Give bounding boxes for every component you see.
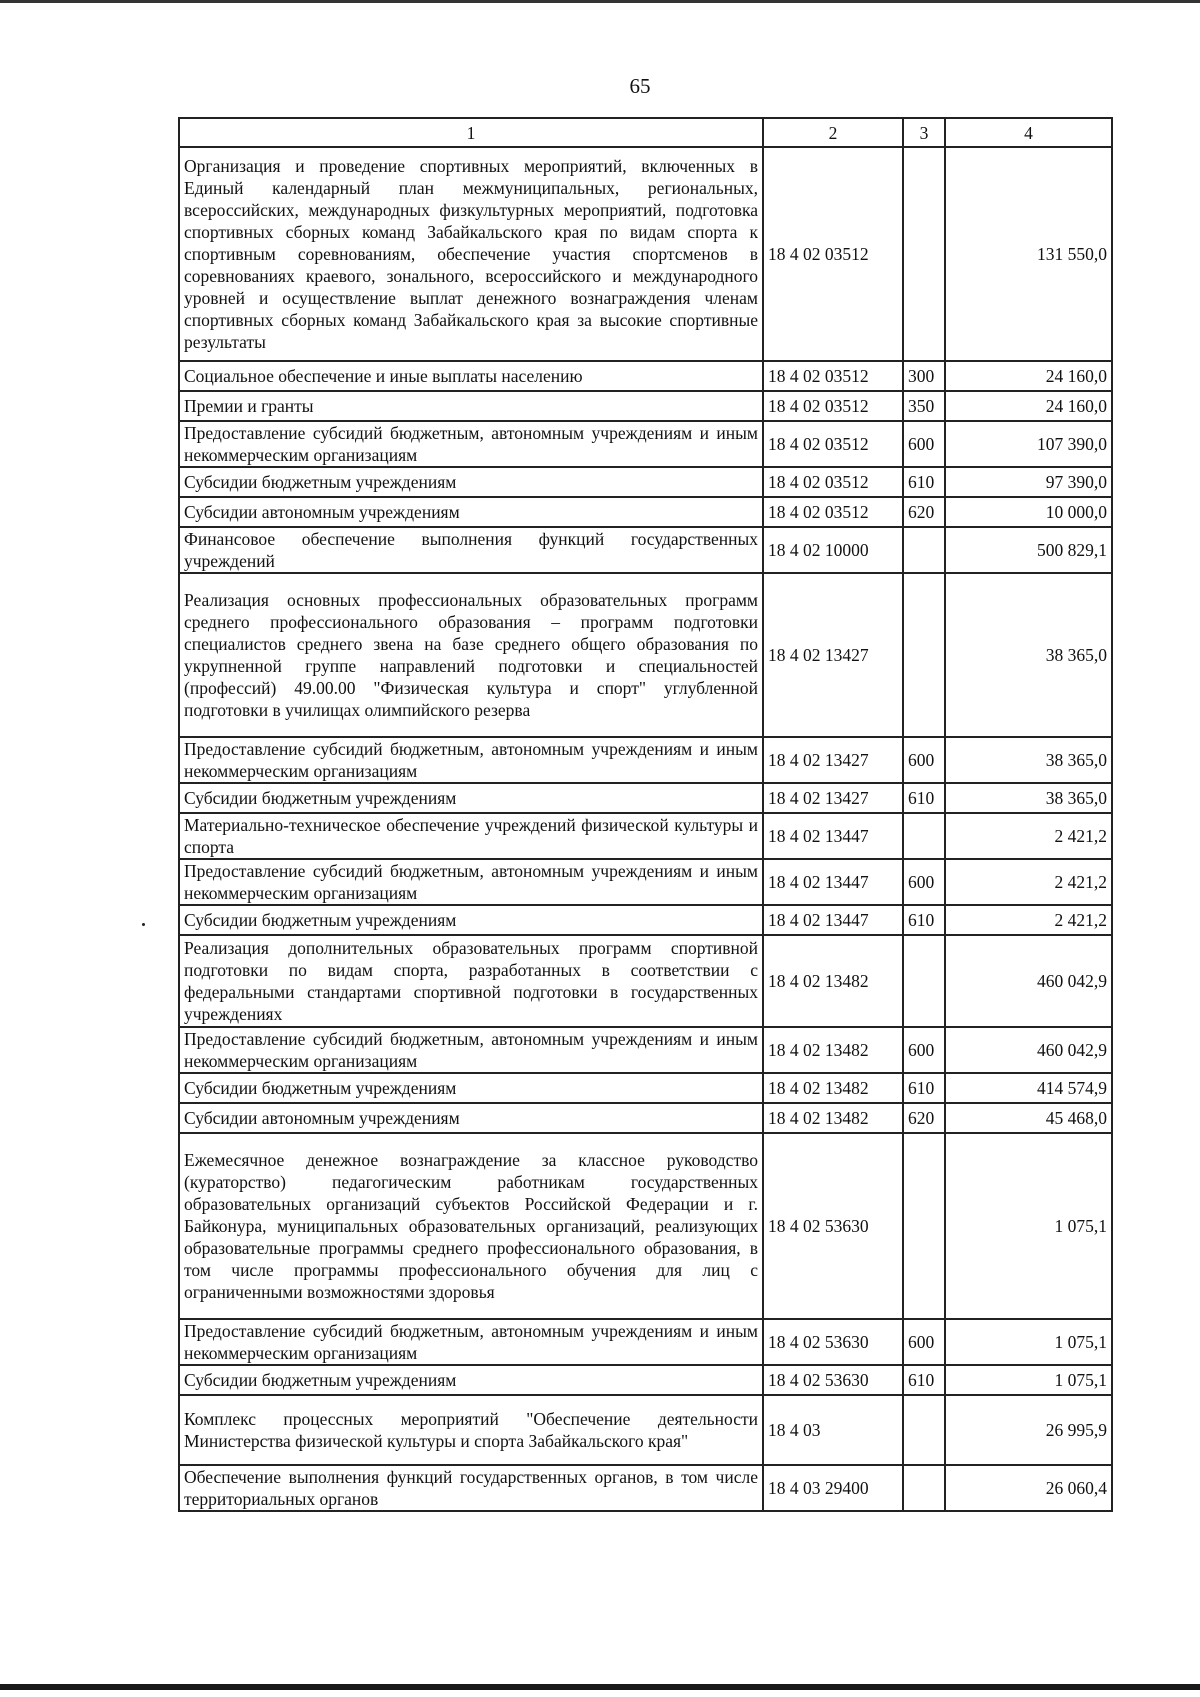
row-type: 610 (903, 905, 945, 935)
row-type: 600 (903, 737, 945, 783)
table-row (179, 813, 1112, 859)
row-name: Премии и гранты (179, 391, 763, 421)
row-sum: 24 160,0 (945, 391, 1112, 421)
row-type (903, 813, 945, 859)
row-type: 610 (903, 467, 945, 497)
budget-table (178, 117, 1113, 1512)
table-row (179, 391, 1112, 421)
row-sum: 2 421,2 (945, 813, 1112, 859)
row-type: 600 (903, 1319, 945, 1365)
row-sum: 2 421,2 (945, 859, 1112, 905)
row-code: 18 4 02 03512 (763, 497, 903, 527)
table-row (179, 737, 1112, 783)
scan-bottom-edge (0, 1684, 1200, 1690)
table-row (179, 783, 1112, 813)
table-row (179, 1103, 1112, 1133)
row-type: 610 (903, 783, 945, 813)
row-code: 18 4 02 13427 (763, 573, 903, 737)
row-type: 350 (903, 391, 945, 421)
table-row (179, 1365, 1112, 1395)
table-row (179, 1027, 1112, 1073)
row-type: 300 (903, 361, 945, 391)
table-row (179, 1319, 1112, 1365)
row-code: 18 4 02 13482 (763, 1073, 903, 1103)
table-row (179, 467, 1112, 497)
row-type (903, 935, 945, 1027)
row-sum: 107 390,0 (945, 421, 1112, 467)
row-sum: 1 075,1 (945, 1133, 1112, 1319)
table-row (179, 1133, 1112, 1319)
row-sum: 1 075,1 (945, 1365, 1112, 1395)
row-name: Обеспечение выполнения функций государственных органов, в том числе территориальных органов (179, 1465, 763, 1511)
table-row (179, 859, 1112, 905)
row-name: Предоставление субсидий бюджетным, автономным учреждениям и иным некоммерческим организациям (179, 1027, 763, 1073)
row-type: 600 (903, 1027, 945, 1073)
row-type: 610 (903, 1365, 945, 1395)
row-name: Предоставление субсидий бюджетным, автономным учреждениям и иным некоммерческим организациям (179, 859, 763, 905)
row-name: Субсидии бюджетным учреждениям (179, 1365, 763, 1395)
table-row (179, 905, 1112, 935)
table-header-row (179, 118, 1112, 147)
row-type: 600 (903, 421, 945, 467)
row-code: 18 4 02 13482 (763, 1103, 903, 1133)
row-name: Социальное обеспечение и иные выплаты населению (179, 361, 763, 391)
table-row (179, 1465, 1112, 1511)
table-row (179, 1073, 1112, 1103)
row-name: Субсидии бюджетным учреждениям (179, 905, 763, 935)
row-name: Организация и проведение спортивных мероприятий, включенных в Единый календарный план межмуниципальных, региональных, всероссийских, международных физкультурных мероприятий, подготовка спортивных сборных команд Забайкальского края по видам спорта к спортивным соревнованиям, обеспечение участия спортсменов в соревнованиях краевого, зонального, всероссийского и международного уровней и осуществление выплат денежного вознаграждения членам спортивных сборных команд Забайкальского края за высокие спортивные результаты (179, 147, 763, 361)
row-code: 18 4 02 03512 (763, 147, 903, 361)
scan-artifact-dot (142, 923, 145, 926)
row-code: 18 4 02 03512 (763, 467, 903, 497)
column-header-2: 2 (763, 118, 903, 147)
row-sum: 2 421,2 (945, 905, 1112, 935)
row-code: 18 4 02 03512 (763, 391, 903, 421)
row-code: 18 4 02 13447 (763, 905, 903, 935)
row-code: 18 4 02 13447 (763, 813, 903, 859)
row-type: 620 (903, 497, 945, 527)
row-sum: 45 468,0 (945, 1103, 1112, 1133)
page-number: 65 (629, 74, 651, 98)
row-sum: 97 390,0 (945, 467, 1112, 497)
table-row (179, 527, 1112, 573)
column-header-4: 4 (945, 118, 1112, 147)
row-code: 18 4 02 53630 (763, 1319, 903, 1365)
row-sum: 26 060,4 (945, 1465, 1112, 1511)
row-name: Субсидии автономным учреждениям (179, 497, 763, 527)
row-name: Реализация основных профессиональных образовательных программ среднего профессионального образования – программ подготовки специалистов среднего звена на базе среднего общего образования по укрупненной группе направлений подготовки и специальностей (профессий) 49.00.00 "Физическая культура и спорт" углубленной подготовки в училищах олимпийского резерва (179, 573, 763, 737)
row-code: 18 4 02 53630 (763, 1365, 903, 1395)
row-name: Материально-техническое обеспечение учреждений физической культуры и спорта (179, 813, 763, 859)
row-sum: 10 000,0 (945, 497, 1112, 527)
row-sum: 460 042,9 (945, 935, 1112, 1027)
row-sum: 38 365,0 (945, 783, 1112, 813)
row-sum: 38 365,0 (945, 573, 1112, 737)
row-code: 18 4 02 53630 (763, 1133, 903, 1319)
row-sum: 38 365,0 (945, 737, 1112, 783)
row-type (903, 1465, 945, 1511)
row-name: Субсидии бюджетным учреждениям (179, 1073, 763, 1103)
row-code: 18 4 03 (763, 1395, 903, 1465)
row-name: Комплекс процессных мероприятий "Обеспечение деятельности Министерства физической культуры и спорта Забайкальского края" (179, 1395, 763, 1465)
row-code: 18 4 02 13482 (763, 1027, 903, 1073)
row-name: Предоставление субсидий бюджетным, автономным учреждениям и иным некоммерческим организациям (179, 421, 763, 467)
row-name: Ежемесячное денежное вознаграждение за классное руководство (кураторство) педагогическим работникам государственных образовательных организаций субъектов Российской Федерации и г. Байконура, муниципальных образовательных организаций, реализующих образовательные программы среднего профессионального образования, в том числе программы профессионального обучения для лиц с ограниченными возможностями здоровья (179, 1133, 763, 1319)
table-row (179, 421, 1112, 467)
row-code: 18 4 02 13427 (763, 737, 903, 783)
row-type: 620 (903, 1103, 945, 1133)
row-sum: 414 574,9 (945, 1073, 1112, 1103)
row-code: 18 4 02 03512 (763, 361, 903, 391)
column-header-1: 1 (179, 118, 763, 147)
row-sum: 131 550,0 (945, 147, 1112, 361)
row-sum: 26 995,9 (945, 1395, 1112, 1465)
row-sum: 460 042,9 (945, 1027, 1112, 1073)
row-sum: 24 160,0 (945, 361, 1112, 391)
row-type (903, 1395, 945, 1465)
row-code: 18 4 02 13482 (763, 935, 903, 1027)
row-name: Предоставление субсидий бюджетным, автономным учреждениям и иным некоммерческим организациям (179, 1319, 763, 1365)
table-row (179, 1395, 1112, 1465)
table-row (179, 497, 1112, 527)
row-name: Предоставление субсидий бюджетным, автономным учреждениям и иным некоммерческим организациям (179, 737, 763, 783)
row-code: 18 4 02 13427 (763, 783, 903, 813)
row-name: Субсидии бюджетным учреждениям (179, 467, 763, 497)
row-type (903, 573, 945, 737)
table-row (179, 573, 1112, 737)
table-row (179, 361, 1112, 391)
row-name: Субсидии автономным учреждениям (179, 1103, 763, 1133)
row-type (903, 1133, 945, 1319)
row-sum: 500 829,1 (945, 527, 1112, 573)
row-type: 600 (903, 859, 945, 905)
table-row (179, 935, 1112, 1027)
row-code: 18 4 02 13447 (763, 859, 903, 905)
row-name: Финансовое обеспечение выполнения функций государственных учреждений (179, 527, 763, 573)
row-sum: 1 075,1 (945, 1319, 1112, 1365)
row-type: 610 (903, 1073, 945, 1103)
row-name: Субсидии бюджетным учреждениям (179, 783, 763, 813)
row-name: Реализация дополнительных образовательных программ спортивной подготовки по видам спорта, разработанных в соответствии с федеральными стандартами спортивной подготовки в государственных учреждениях (179, 935, 763, 1027)
scan-top-edge (0, 0, 1200, 3)
row-type (903, 147, 945, 361)
column-header-3: 3 (903, 118, 945, 147)
row-type (903, 527, 945, 573)
row-code: 18 4 02 03512 (763, 421, 903, 467)
row-code: 18 4 02 10000 (763, 527, 903, 573)
table-row (179, 147, 1112, 361)
row-code: 18 4 03 29400 (763, 1465, 903, 1511)
